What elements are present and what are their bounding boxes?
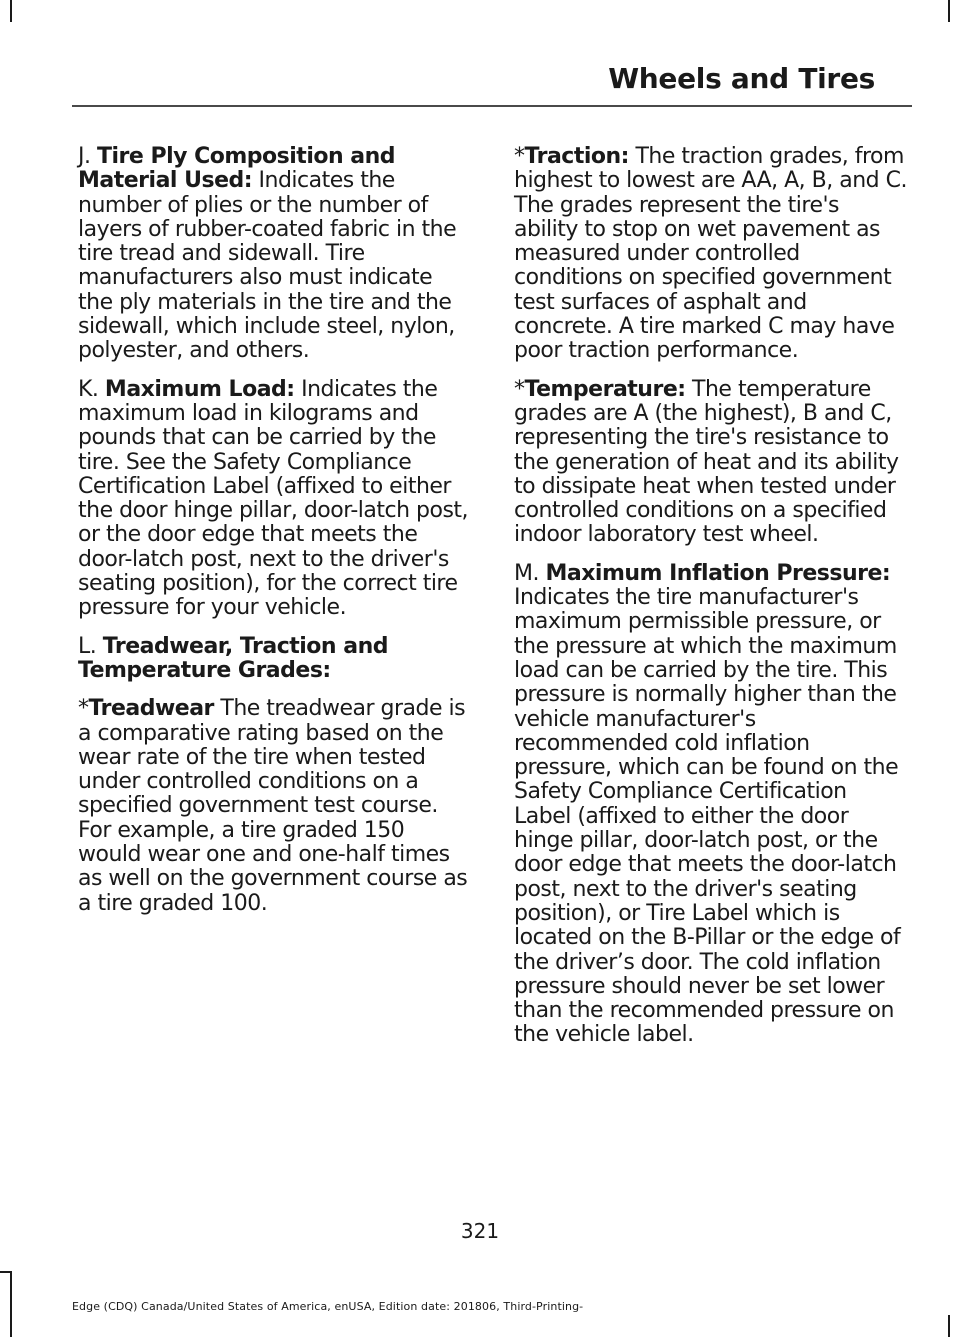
crop-mark-top-right xyxy=(948,0,950,22)
page-number: 321 xyxy=(460,1219,500,1243)
section-treadwear xyxy=(78,697,473,916)
item-prefix: M. xyxy=(514,560,546,586)
item-heading: Maximum Inflation Pressure: xyxy=(545,560,891,586)
right-column xyxy=(514,145,909,1062)
item-prefix: * xyxy=(514,144,525,169)
crop-mark-top-left xyxy=(10,0,12,22)
section-l-grades xyxy=(78,635,473,684)
section-temperature xyxy=(514,378,909,548)
crop-mark-bottom-right xyxy=(948,1315,950,1337)
section-traction xyxy=(514,145,909,364)
item-prefix: * xyxy=(514,376,525,402)
left-column xyxy=(78,145,473,930)
item-body: The treadwear grade is a comparative rating based on the wear rate of the tire when tested under controlled conditions on a specified government test course. For example, a tire graded 150 would wear one and one-half times as well on the government course as a tire graded 100. xyxy=(78,696,468,916)
crop-mark-bottom-left xyxy=(10,1273,12,1337)
section-k-maximum-load xyxy=(78,378,473,621)
item-heading: Temperature: xyxy=(524,376,686,402)
page-title: Wheels and Tires xyxy=(608,62,875,95)
item-body: The temperature grades are A (the highest), B and C, representing the tire's resistance to the generation of heat and its ability to dissipate heat when tested under controlled conditions on a specified indoor laboratory test wheel. xyxy=(514,376,899,548)
item-body: Indicates the tire manufacturer's maximum permissible pressure, or the pressure at which the maximum load can be carried by the tire. This pressure is normally higher than the vehicle manufacturer's recommended cold inflation pressure, which can be found on the Safety Compliance Certification Label (affixed to either the door hinge pillar, door-latch post, or the door edge that meets the door-latch post, next to the driver's seating position), or Tire Label which is located on the B-Pillar or the edge of the driver’s door. The cold inflation pressure should never be set lower than the recommended pressure on the vehicle label. xyxy=(514,585,901,1048)
item-prefix: L. xyxy=(78,633,103,659)
item-body: Indicates the number of plies or the number of layers of rubber-coated fabric in the tire tread and sidewall. Tire manufacturers also must indicate the ply materials in the tire and the sidewall, which include steel, nylon, polyester, and others. xyxy=(78,168,457,364)
item-prefix: K. xyxy=(78,376,105,402)
crop-mark-bottom-left-horizontal xyxy=(0,1271,12,1273)
item-heading: Tire Ply Composition and Material Used: xyxy=(78,144,396,194)
section-m-maximum-inflation-pressure xyxy=(514,562,909,1048)
section-j-tire-ply-composition xyxy=(78,145,473,364)
edition-footer: Edge (CDQ) Canada/United States of America, enUSA, Edition date: 201806, Third-Printing- xyxy=(72,1300,584,1313)
header-divider xyxy=(72,105,912,107)
item-prefix: J. xyxy=(78,144,97,169)
item-heading: Treadwear xyxy=(88,696,214,722)
item-prefix: * xyxy=(78,696,89,722)
item-heading: Treadwear, Traction and Temperature Grades: xyxy=(78,633,389,683)
item-heading: Traction: xyxy=(524,144,629,169)
item-body: Indicates the maximum load in kilograms and pounds that can be carried by the tire. See the Safety Compliance Certification Label (affixed to either the door hinge pillar, door-latch post, or the door edge that meets the door-latch post, next to the driver's seating position), for the correct tire pressure for your vehicle. xyxy=(78,376,469,621)
item-heading: Maximum Load: xyxy=(104,376,295,402)
item-body: The traction grades, from highest to lowest are AA, A, B, and C. The grades represent the tire's ability to stop on wet pavement as measured under controlled conditions on specified government test surfaces of asphalt and concrete. A tire marked C may have poor traction performance. xyxy=(514,144,907,364)
